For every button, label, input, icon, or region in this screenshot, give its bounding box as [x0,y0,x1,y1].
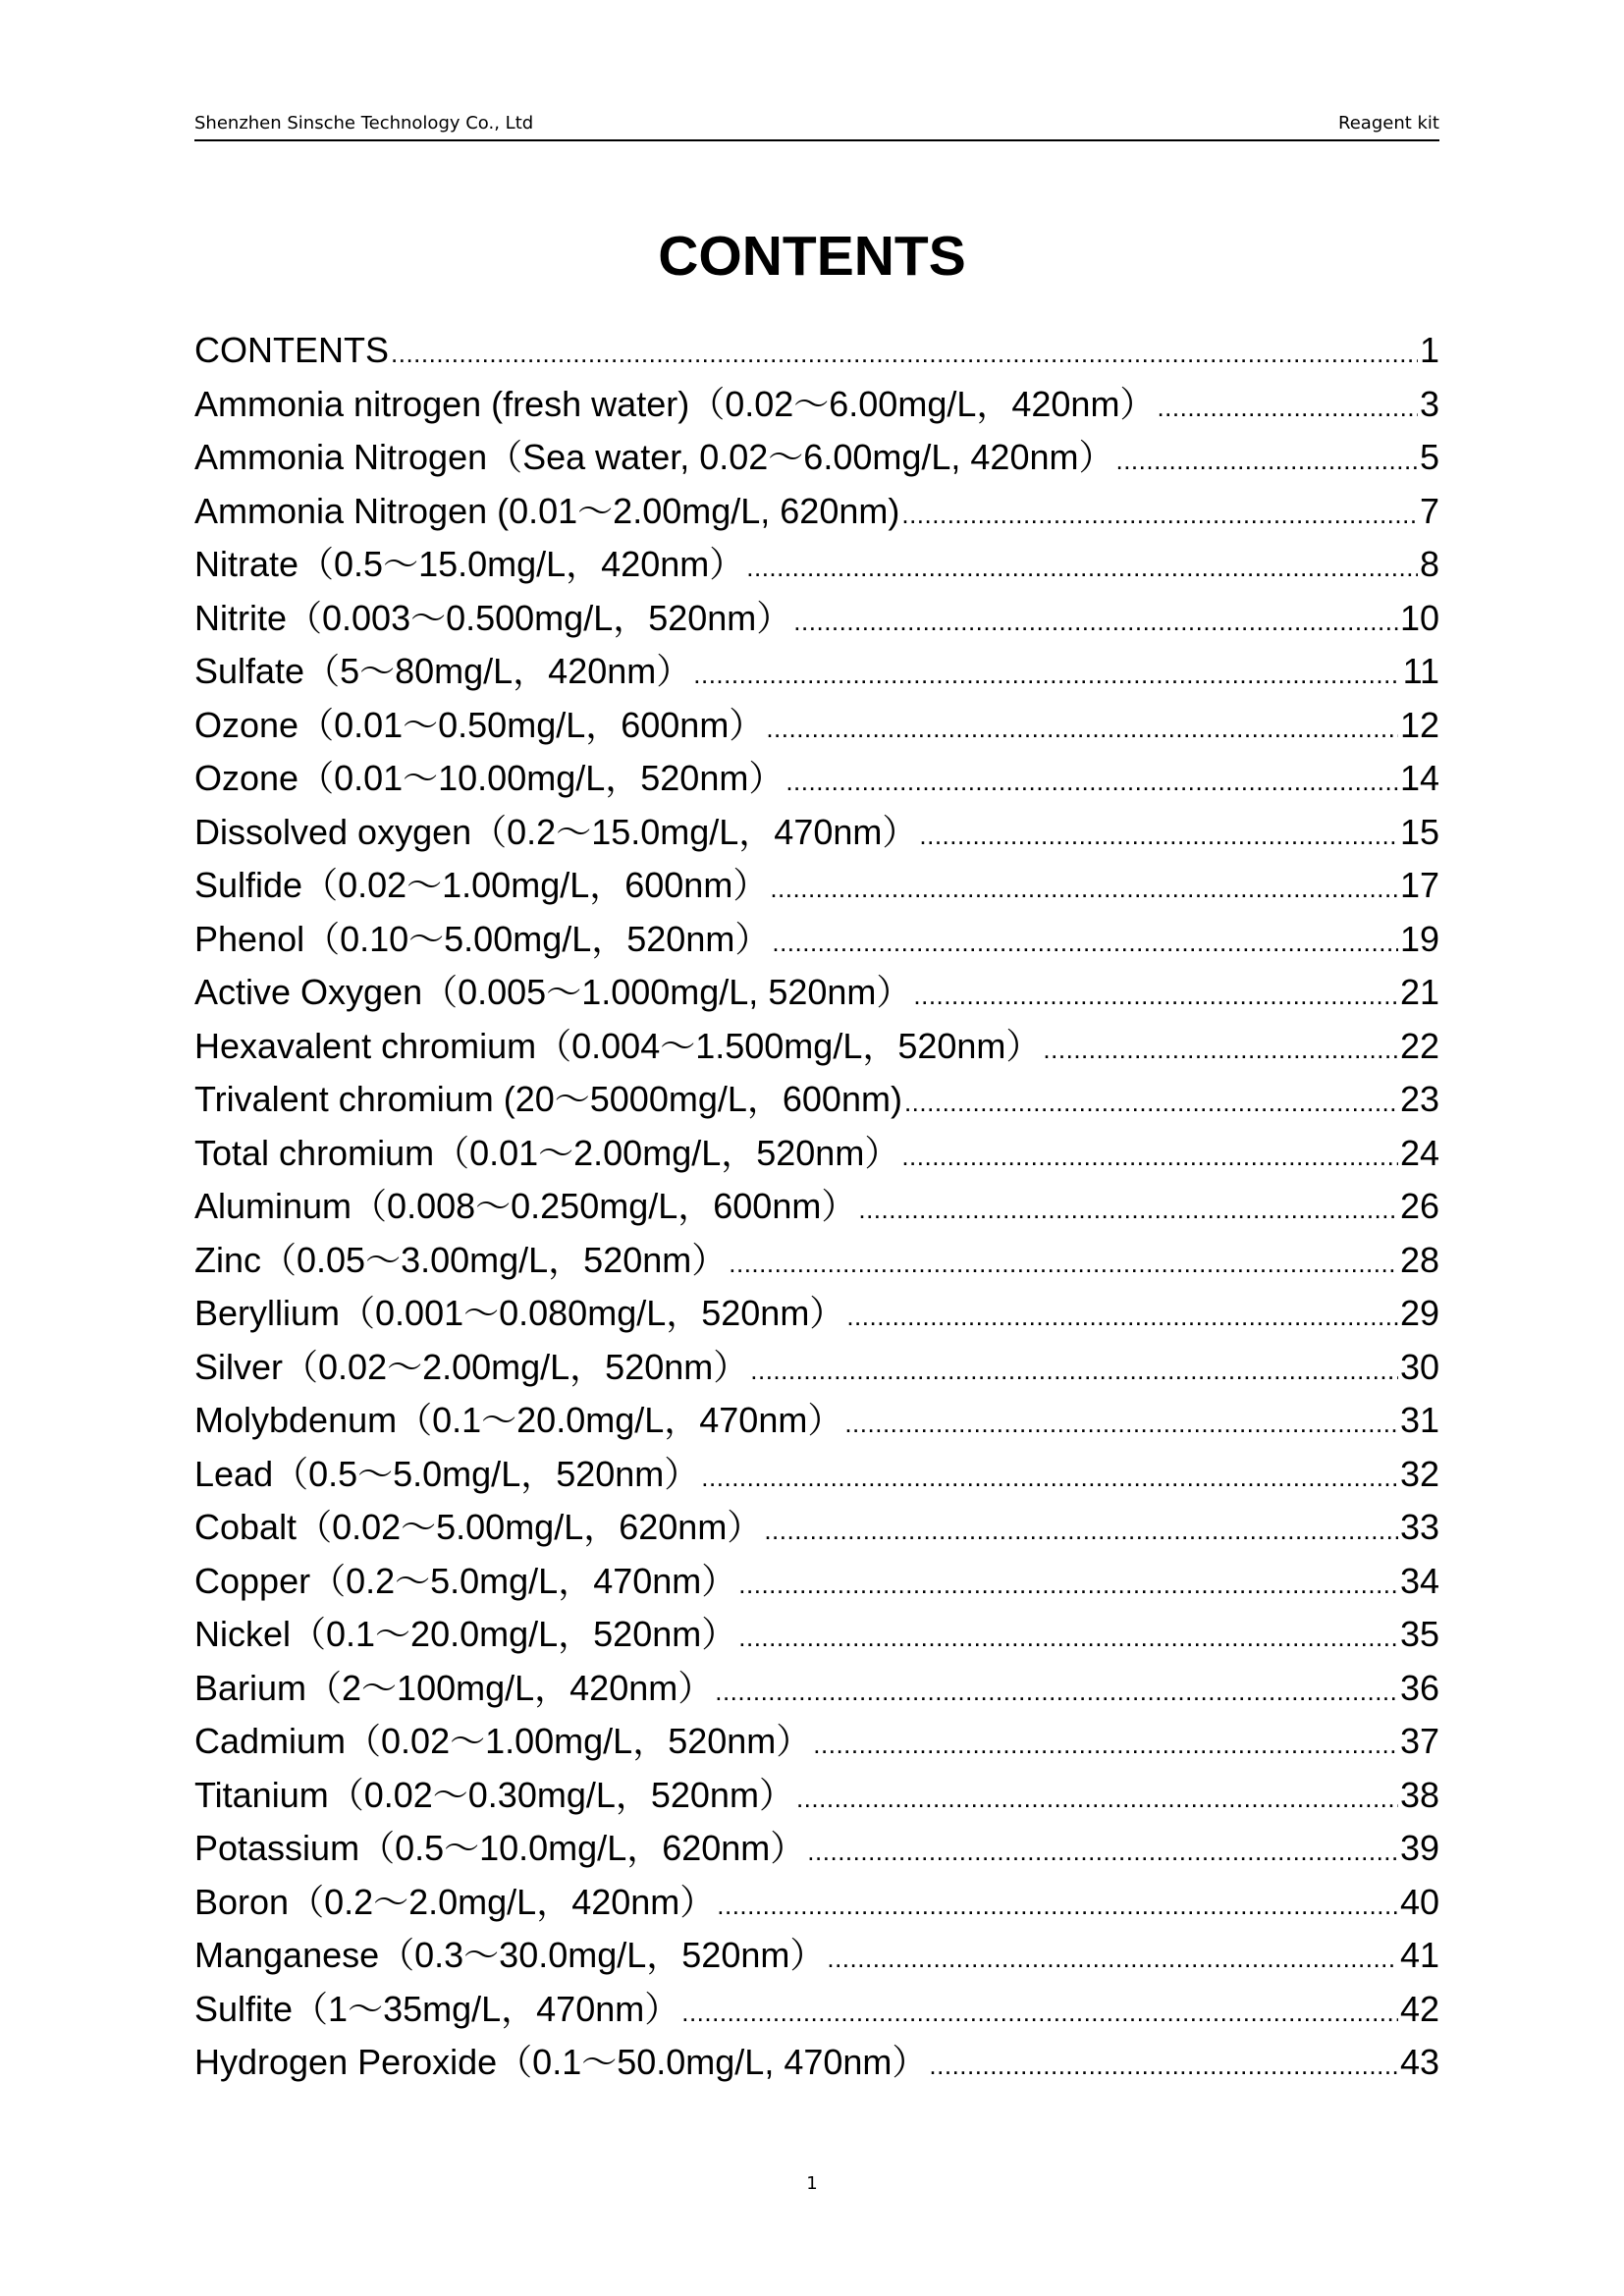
toc-entry-page: 10 [1399,597,1439,638]
toc-entry-title: Sulfide（0.02～1.00mg/L，600nm） [194,865,769,905]
toc-entry[interactable] [194,538,1439,592]
toc-entry-title: Nickel（0.1～20.0mg/L，520nm） [194,1614,737,1654]
toc-entry-page: 7 [1419,490,1439,531]
toc-dot-leader [901,1127,1398,1183]
toc-dot-leader [715,1662,1398,1718]
toc-entry-page: 35 [1399,1614,1439,1654]
toc-dot-leader [901,485,1418,541]
toc-entry[interactable] [194,699,1439,753]
toc-entry[interactable] [194,913,1439,967]
toc-entry[interactable] [194,1876,1439,1930]
toc-dot-leader [764,1501,1398,1557]
toc-dot-leader [738,1555,1398,1611]
toc-entry-page: 41 [1399,1935,1439,1975]
toc-entry-title: Trivalent chromium (20～5000mg/L，600nm) [194,1079,902,1119]
toc-entry-title: Nitrate（0.5～15.0mg/L，420nm） [194,544,745,584]
toc-entry[interactable] [194,1501,1439,1555]
toc-entry-page: 32 [1399,1453,1439,1494]
toc-entry-title: Total chromium（0.01～2.00mg/L，520nm） [194,1132,900,1173]
toc-dot-leader [729,1234,1398,1290]
table-of-contents [194,324,1439,2090]
toc-entry[interactable] [194,1341,1439,1395]
toc-dot-leader [846,1287,1398,1343]
toc-entry-page: 43 [1399,2042,1439,2082]
toc-dot-leader [1115,431,1417,487]
toc-entry-title: Ozone（0.01～0.50mg/L，600nm） [194,704,765,745]
toc-entry[interactable] [194,1983,1439,2037]
toc-entry-page: 37 [1399,1721,1439,1761]
toc-entry-title: Cobalt（0.02～5.00mg/L，620nm） [194,1507,763,1547]
toc-entry[interactable] [194,966,1439,1020]
toc-entry-title: Ammonia Nitrogen（Sea water, 0.02～6.00mg/L, 420nm） [194,437,1114,477]
toc-entry-title: Dissolved oxygen（0.2～15.0mg/L，470nm） [194,811,918,852]
toc-dot-leader [827,1929,1398,1985]
toc-entry-title: Titanium（0.02～0.30mg/L，520nm） [194,1774,794,1815]
toc-entry-title: Ammonia Nitrogen (0.01～2.00mg/L, 620nm) [194,490,900,531]
toc-entry[interactable] [194,806,1439,860]
toc-entry-page: 36 [1399,1667,1439,1708]
toc-entry[interactable] [194,324,1439,378]
toc-entry[interactable] [194,1394,1439,1448]
toc-entry[interactable] [194,1715,1439,1769]
toc-entry-page: 11 [1402,651,1439,691]
toc-entry[interactable] [194,485,1439,539]
toc-entry-page: 40 [1399,1881,1439,1922]
toc-entry-page: 38 [1399,1774,1439,1815]
toc-entry-title: Molybdenum（0.1～20.0mg/L，470nm） [194,1400,843,1440]
toc-dot-leader [1043,1020,1398,1076]
toc-entry[interactable] [194,592,1439,646]
toc-entry-title: Nitrite（0.003～0.500mg/L，520nm） [194,597,792,638]
toc-entry[interactable] [194,752,1439,806]
document-type: Reagent kit [1338,113,1439,133]
toc-entry-title: Lead（0.5～5.0mg/L，520nm） [194,1453,700,1494]
toc-entry[interactable] [194,1769,1439,1823]
toc-entry-page: 31 [1399,1400,1439,1440]
toc-entry-page: 30 [1399,1346,1439,1387]
toc-entry-page: 39 [1399,1828,1439,1868]
toc-dot-leader [750,1341,1398,1397]
toc-dot-leader [746,538,1418,594]
toc-entry-page: 33 [1399,1507,1439,1547]
toc-dot-leader [858,1180,1398,1236]
toc-dot-leader [913,966,1398,1022]
toc-dot-leader [919,806,1398,862]
toc-entry[interactable] [194,1234,1439,1288]
page-title: CONTENTS [658,225,966,288]
toc-entry-title: Active Oxygen（0.005～1.000mg/L, 520nm） [194,972,912,1012]
toc-entry[interactable] [194,859,1439,913]
toc-entry-page: 23 [1399,1079,1439,1119]
toc-dot-leader [772,913,1398,969]
toc-entry-title: Phenol（0.10～5.00mg/L，520nm） [194,918,771,959]
toc-entry-page: 21 [1399,972,1439,1012]
toc-entry-title: Cadmium（0.02～1.00mg/L，520nm） [194,1721,812,1761]
toc-dot-leader [770,859,1398,915]
toc-entry-title: Hydrogen Peroxide（0.1～50.0mg/L, 470nm） [194,2042,928,2082]
toc-dot-leader [904,1073,1398,1129]
toc-entry[interactable] [194,378,1439,432]
toc-entry[interactable] [194,1127,1439,1181]
toc-entry-title: CONTENTS [194,330,389,370]
toc-entry-page: 1 [1419,330,1439,370]
toc-dot-leader [929,2036,1398,2092]
toc-entry[interactable] [194,1662,1439,1716]
toc-entry[interactable] [194,1448,1439,1502]
toc-entry[interactable] [194,645,1439,699]
toc-entry-page: 29 [1399,1293,1439,1333]
toc-dot-leader [1157,378,1418,434]
toc-entry-title: Ammonia nitrogen (fresh water)（0.02～6.00mg/L，420nm） [194,383,1156,424]
toc-entry-page: 14 [1399,758,1439,798]
toc-dot-leader [681,1983,1398,2039]
toc-entry-page: 17 [1399,865,1439,905]
toc-entry-title: Aluminum（0.008～0.250mg/L，600nm） [194,1186,857,1226]
toc-entry[interactable] [194,2036,1439,2090]
toc-dot-leader [813,1715,1398,1771]
toc-entry-page: 12 [1399,704,1439,745]
toc-dot-leader [391,324,1418,380]
toc-entry-page: 42 [1399,1988,1439,2029]
toc-entry-title: Boron（0.2～2.0mg/L，420nm） [194,1881,716,1922]
toc-entry-page: 28 [1399,1239,1439,1280]
page-header [194,110,1439,141]
toc-dot-leader [793,592,1398,648]
toc-entry-title: Barium（2～100mg/L，420nm） [194,1667,714,1708]
toc-entry-title: Beryllium（0.001～0.080mg/L，520nm） [194,1293,845,1333]
toc-entry-title: Ozone（0.01～10.00mg/L，520nm） [194,758,785,798]
company-name: Shenzhen Sinsche Technology Co., Ltd [194,113,534,133]
toc-dot-leader [701,1448,1398,1504]
toc-entry-page: 15 [1399,811,1439,852]
toc-dot-leader [738,1608,1398,1664]
toc-entry[interactable] [194,1020,1439,1074]
toc-entry-page: 8 [1419,544,1439,584]
toc-entry-title: Manganese（0.3～30.0mg/L，520nm） [194,1935,826,1975]
toc-entry-title: Zinc（0.05～3.00mg/L，520nm） [194,1239,728,1280]
toc-dot-leader [717,1876,1398,1932]
toc-entry[interactable] [194,1822,1439,1876]
toc-entry-page: 26 [1399,1186,1439,1226]
toc-entry-title: Silver（0.02～2.00mg/L，520nm） [194,1346,749,1387]
toc-dot-leader [785,752,1398,808]
toc-entry-title: Sulfite（1～35mg/L，470nm） [194,1988,680,2029]
toc-entry-page: 34 [1399,1560,1439,1601]
toc-dot-leader [693,645,1400,701]
toc-dot-leader [844,1394,1398,1450]
toc-entry-title: Potassium（0.5～10.0mg/L，620nm） [194,1828,806,1868]
toc-entry-title: Copper（0.2～5.0mg/L，470nm） [194,1560,737,1601]
toc-entry-page: 5 [1419,437,1439,477]
toc-dot-leader [766,699,1398,755]
toc-entry[interactable] [194,1608,1439,1662]
toc-entry[interactable] [194,431,1439,485]
toc-entry[interactable] [194,1180,1439,1234]
toc-dot-leader [807,1822,1398,1878]
toc-entry-page: 19 [1399,918,1439,959]
page-number: 1 [806,2173,818,2194]
toc-entry-page: 22 [1399,1025,1439,1066]
toc-dot-leader [796,1769,1398,1825]
toc-entry-page: 24 [1399,1132,1439,1173]
toc-entry-title: Sulfate（5～80mg/L，420nm） [194,651,692,691]
toc-entry-page: 3 [1419,383,1439,424]
toc-entry[interactable] [194,1929,1439,1983]
toc-entry-title: Hexavalent chromium（0.004～1.500mg/L，520nm） [194,1025,1042,1066]
toc-entry[interactable] [194,1555,1439,1609]
toc-entry[interactable] [194,1287,1439,1341]
toc-entry[interactable] [194,1073,1439,1127]
